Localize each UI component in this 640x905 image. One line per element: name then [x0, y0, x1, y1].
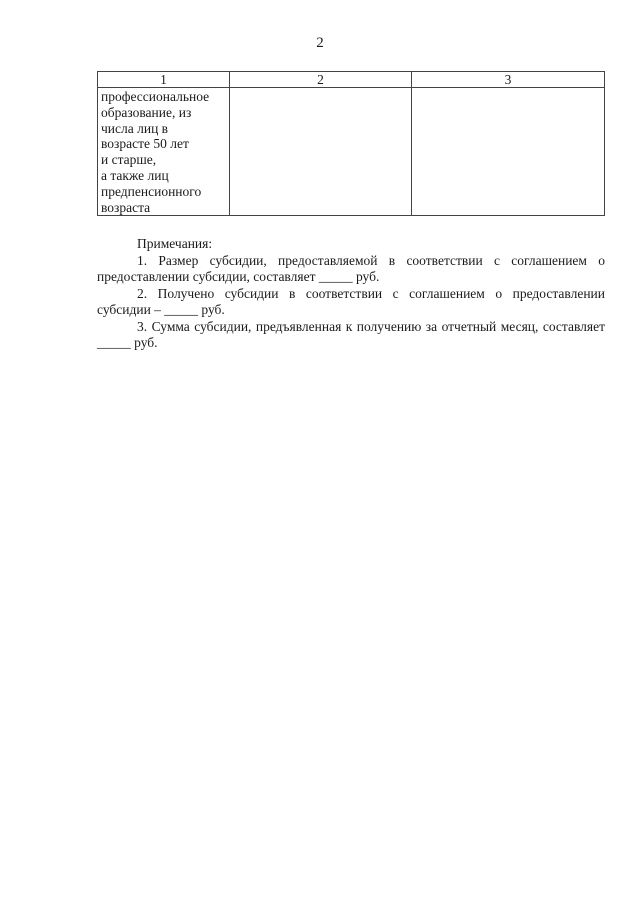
- column-header-3: 3: [412, 72, 605, 88]
- data-table: [97, 71, 605, 216]
- column-header-2: 2: [230, 72, 412, 88]
- note-item-2: 2. Получено субсидии в соответствии с соглашением о предоставлении субсидии – _____ руб.: [97, 285, 605, 317]
- table-row: [98, 88, 605, 216]
- note-item-1: 1. Размер субсидии, предоставляемой в соответствии с соглашением о предоставлении субсидии, составляет _____ руб.: [97, 252, 605, 284]
- note-item-3: 3. Сумма субсидии, предъявленная к получению за отчетный месяц, составляет _____ руб.: [97, 318, 605, 350]
- table-cell-2: [230, 88, 412, 216]
- column-header-1: 1: [98, 72, 230, 88]
- cell-text: профессиональное образование, из числа лиц в возрасте 50 лет и старше, а также лиц предпенсионного возраста: [101, 89, 210, 215]
- notes-section: [97, 236, 605, 352]
- table-cell-1: [98, 88, 230, 216]
- table-cell-3: [412, 88, 605, 216]
- page-number: 2: [316, 35, 324, 51]
- table-header-row: [98, 72, 605, 88]
- notes-title: Примечания:: [137, 236, 213, 251]
